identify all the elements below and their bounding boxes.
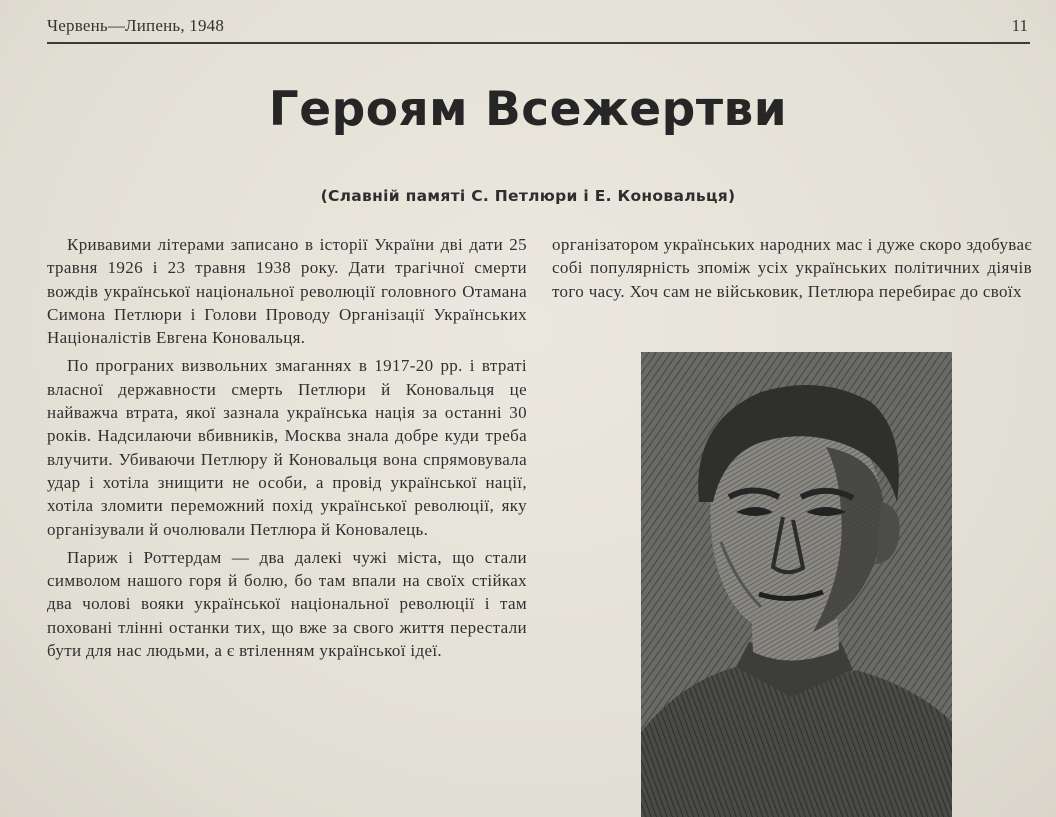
portrait-engraving xyxy=(641,352,952,817)
issue-date: Червень—Липень, 1948 xyxy=(47,16,225,35)
article-subtitle: (Славній памяті С. Петлюри і Е. Коновальця) xyxy=(320,187,736,205)
right-column xyxy=(552,233,1032,303)
left-column xyxy=(47,233,527,662)
portrait-illustration xyxy=(641,352,952,817)
header-rule xyxy=(47,42,1030,44)
page-number: 11 xyxy=(1011,16,1028,35)
paragraph: організатором українських народних мас і дуже скоро здобуває собі популярність зпоміж усіх українських політичних діячів того часу. Хоч сам не військовик, Петлюра перебирає до своїх xyxy=(552,235,1032,301)
article-title: Героям Всежертви xyxy=(268,82,788,137)
paragraph: Кривавими літерами записано в історії України дві дати 25 травня 1926 і 23 травня 1938 року. Дати трагічної смерти вождів української національної революції головного Отамана Симона Петлюри і Голови Проводу Організації Українських Націоналістів Евгена Коновальця. xyxy=(47,235,527,348)
running-head xyxy=(47,14,1030,38)
paragraph: По програних визвольних змаганнях в 1917-20 рр. і втраті власної державности смерть Петлюри й Коновальця це найважча втрата, якої зазнала українська нація за останні 30 років. Надсилаючи вбивників, Москва знала добре куди треба влучити. Убиваючи Петлюру й Коновальця вона спрямовувала удар і хотіла знищити не особи, а провід української нації, хотіла зломити переможний похід української революції, яку організували й очолювали Петлюра й Коновалець. xyxy=(47,356,527,539)
paragraph: Париж і Роттердам — два далекі чужі міста, що стали символом нашого горя й болю, бо там впали на своїх стійках два чолові вояки української національної революції і там поховані тлінні останки тих, що вже за свого життя перестали бути для нас людьми, а є втіленням української ідеї. xyxy=(47,547,527,661)
